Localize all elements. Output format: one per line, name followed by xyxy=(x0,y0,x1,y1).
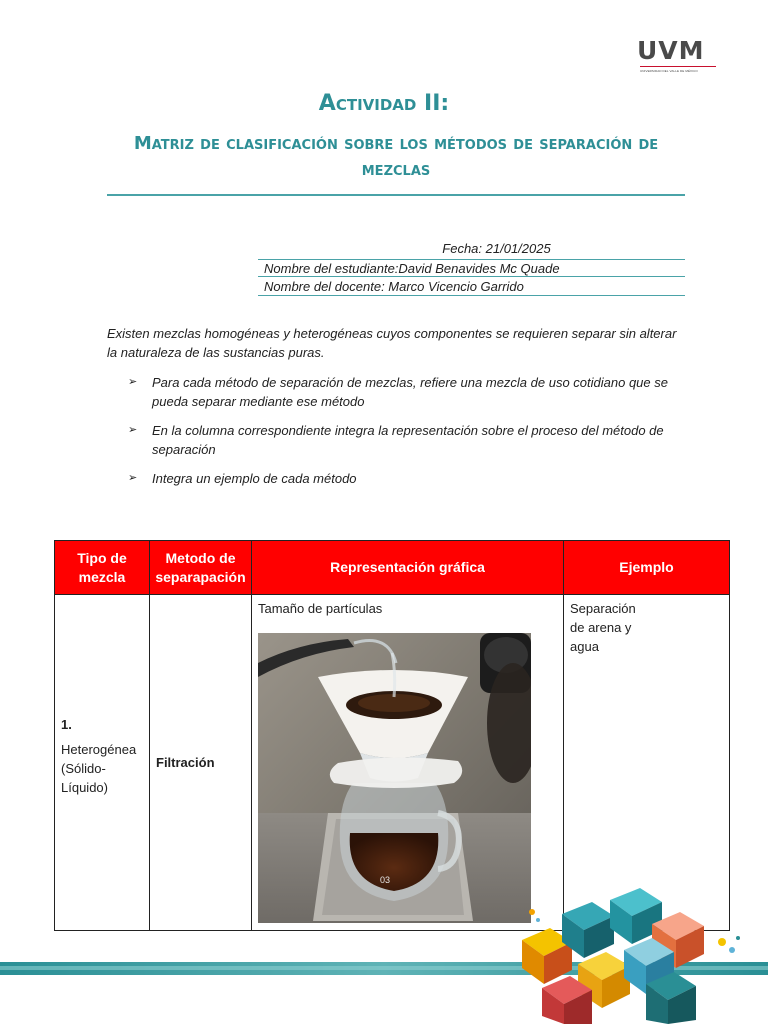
intro-paragraph: Existen mezclas homogéneas y heterogéneas cuyos componentes se requieren separar sin alterar la naturaleza de las sustancias puras. xyxy=(107,326,677,360)
arrowhead-bullet-icon: ➢ xyxy=(128,472,138,484)
arrowhead-bullet-icon: ➢ xyxy=(128,424,138,436)
date-line: Fecha: 21/01/2025 xyxy=(442,241,551,256)
logo-rule xyxy=(640,66,716,67)
uvm-logo xyxy=(637,36,719,72)
ejemplo-text: Separación de arena y agua xyxy=(570,601,636,654)
instruction-item xyxy=(128,421,688,459)
arrowhead-bullet-icon: ➢ xyxy=(128,376,138,388)
title-divider xyxy=(107,194,685,196)
header-representacion: Representación gráfica xyxy=(252,541,564,595)
header-metodo: Metodo de separapación xyxy=(150,541,252,595)
row-number: 1. xyxy=(61,717,72,732)
header-tipo: Tipo de mezcla xyxy=(55,541,150,595)
instruction-item xyxy=(128,469,688,488)
page-title: Actividad II: xyxy=(318,91,450,116)
logo-tagline: UNIVERSIDAD DEL VALLE DE MÉXICO xyxy=(640,69,698,73)
table-header-row xyxy=(55,541,730,595)
metodo-text: Filtración xyxy=(156,755,215,770)
logo-text: UVM xyxy=(637,36,705,65)
cell-tipo xyxy=(55,595,150,931)
cell-metodo xyxy=(150,595,252,931)
decorative-cubes-graphic xyxy=(512,880,752,1024)
representacion-caption: Tamaño de partículas xyxy=(258,601,383,616)
header-ejemplo: Ejemplo xyxy=(564,541,730,595)
page-subtitle: Matriz de clasificación sobre los métodos de separación de mezclas xyxy=(133,133,659,180)
filtration-photo xyxy=(258,633,531,923)
classification-matrix xyxy=(54,540,730,931)
instruction-item xyxy=(128,373,688,411)
instruction-text: Para cada método de separación de mezclas, refiere una mezcla de uso cotidiano que se pueda separar mediante ese método xyxy=(152,375,668,409)
teacher-name-line: Nombre del docente: Marco Vicencio Garrido xyxy=(258,278,685,296)
svg-text:03: 03 xyxy=(380,875,391,885)
tipo-text: Heterogénea (Sólido-Líquido) xyxy=(61,742,137,795)
student-name-line: Nombre del estudiante:David Benavides Mc Quade xyxy=(258,259,685,277)
instruction-text: Integra un ejemplo de cada método xyxy=(152,471,357,486)
instruction-text: En la columna correspondiente integra la representación sobre el proceso del método de separación xyxy=(152,423,664,457)
instructions-list xyxy=(128,373,688,498)
